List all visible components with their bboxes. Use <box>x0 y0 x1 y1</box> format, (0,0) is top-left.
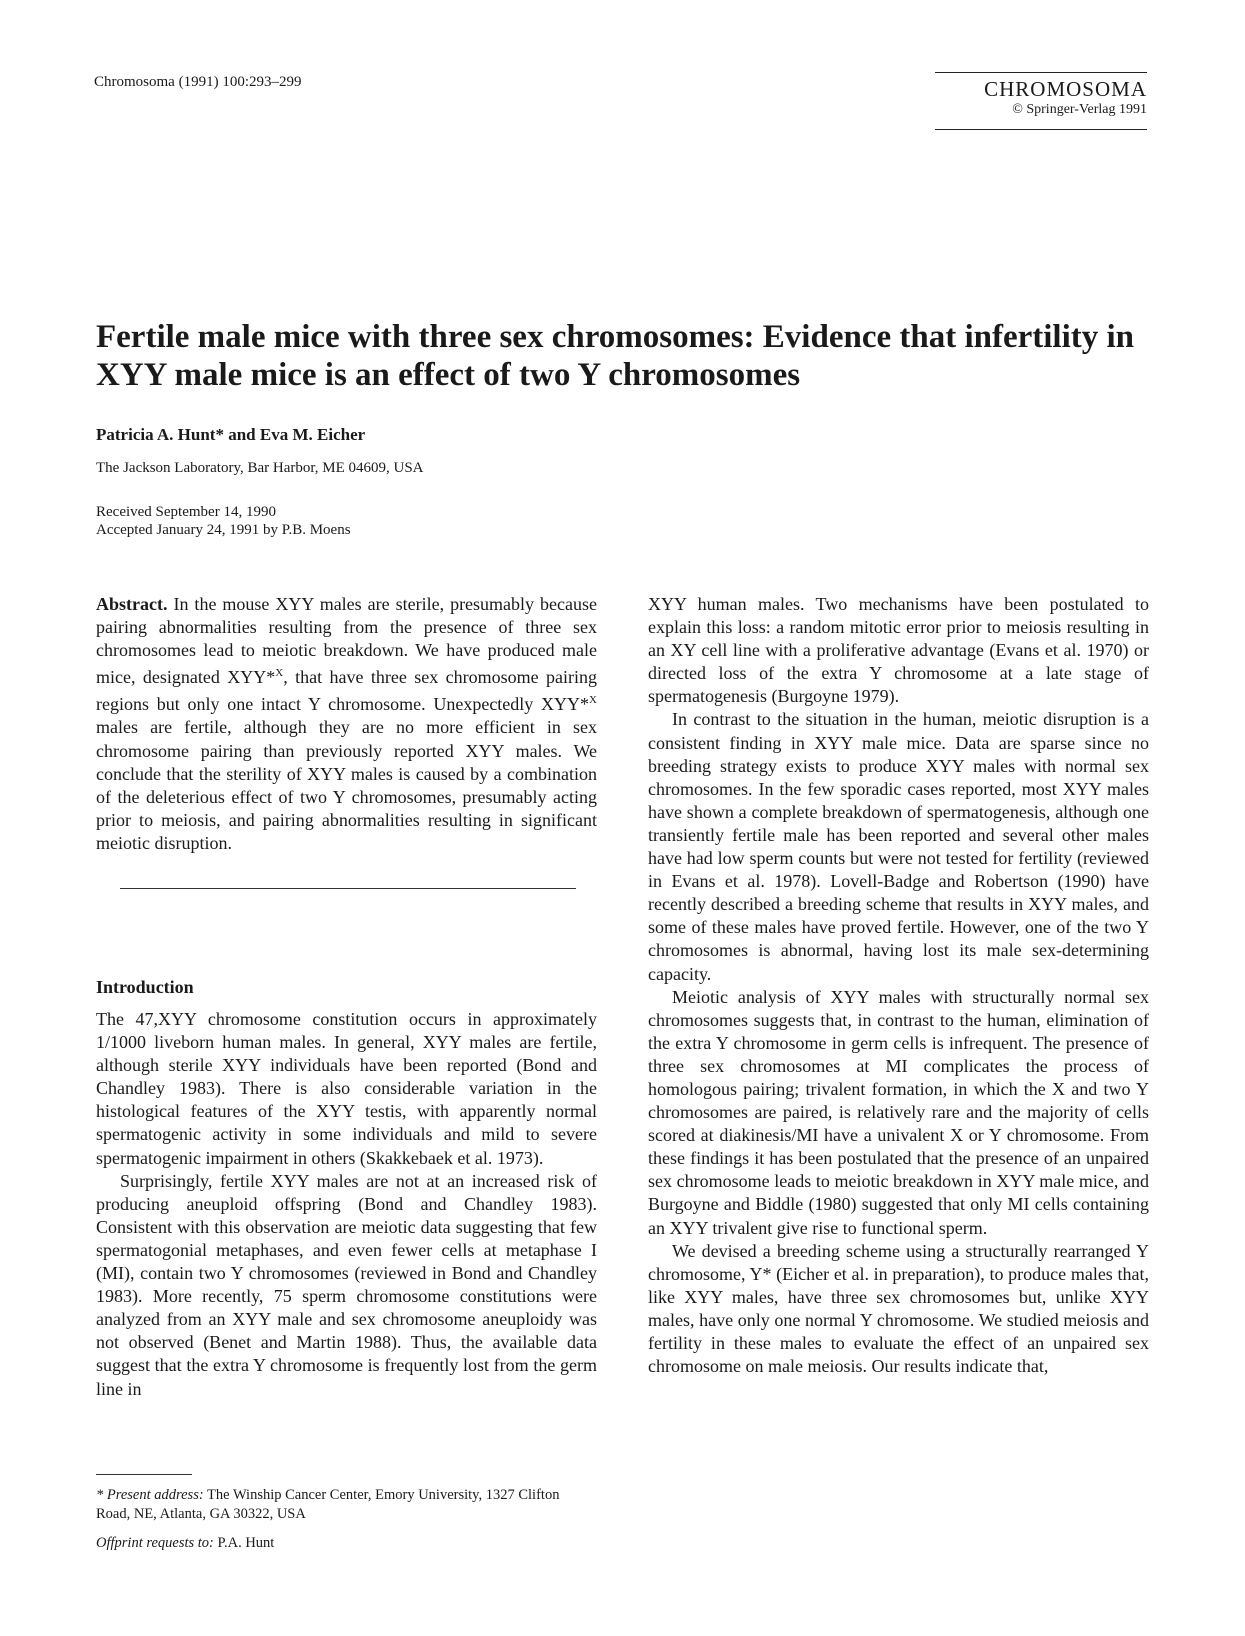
journal-masthead <box>935 72 1147 130</box>
paragraph: Meiotic analysis of XYY males with structurally normal sex chromosomes suggests that, in contrast to the human, elimination of the extra Y chromosome in germ cells is infrequent. The presence of three sex chromosomes at MI complicates the process of homologous pairing; trivalent formation, in which the X and two Y chromosomes are paired, is relatively rare and the majority of cells scored at diakinesis/MI have a univalent X or Y chromosome. From these findings it has been postulated that the presence of an unpaired sex chromosome leads to meiotic breakdown in XYY male mice, and Burgoyne and Biddle (1980) suggested that only MI cells containing an XYY trivalent give rise to functional sperm. <box>648 986 1149 1238</box>
footnote-divider <box>96 1474 192 1475</box>
accepted-date: Accepted January 24, 1991 by P.B. Moens <box>96 522 351 538</box>
introduction-body <box>96 1008 597 1401</box>
abstract-sup-2: X <box>589 694 597 707</box>
article-title: Fertile male mice with three sex chromosomes: Evidence that infertility in XYY male mice is an effect of two Y chromosomes <box>96 319 1135 393</box>
author-list: Patricia A. Hunt* and Eva M. Eicher <box>96 425 366 444</box>
affiliation: The Jackson Laboratory, Bar Harbor, ME 04609, USA <box>96 460 424 476</box>
abstract-text-1: In the mouse XYY males are sterile, presumably because pairing abnormalities resulting from the presence of three sex chromosomes lead to meiotic breakdown. We have produced male mice, designated XYY* <box>96 594 597 688</box>
introduction-heading: Introduction <box>96 977 194 997</box>
paragraph: We devised a breeding scheme using a structurally rearranged Y chromosome, Y* (Eicher et al. in preparation), to produce males that, like XYY males, have three sex chromosomes but, unlike XYY males, have only one normal Y chromosome. We studied meiosis and fertility in these males to evaluate the effect of an unpaired sex chromosome on male meiosis. Our results indicate that, <box>648 1240 1149 1377</box>
paragraph: XYY human males. Two mechanisms have been postulated to explain this loss: a random mitotic error prior to meiosis resulting in an XY cell line with a proliferative advantage (Evans et al. 1970) or directed loss of the extra Y chromosome at a late stage of spermatogenesis (Burgoyne 1979). <box>648 594 1149 707</box>
footnote-text: The Winship Cancer Center, Emory University, 1327 Clifton Road, NE, Atlanta, GA 30322, USA <box>96 1487 560 1522</box>
journal-name: CHROMOSOMA <box>984 77 1147 101</box>
received-date: Received September 14, 1990 <box>96 504 276 520</box>
offprint-text: P.A. Hunt <box>213 1535 275 1551</box>
abstract-text-2: , that have three sex chromosome pairing regions but only one intact Y chromosome. Unexpectedly XYY* <box>96 667 597 715</box>
footnote <box>96 1486 597 1524</box>
abstract-text-3: males are fertile, although they are no more efficient in sex chromosome pairing than previously reported XYY males. We conclude that the sterility of XYY males is caused by a combination of the deleterious effect of two Y chromosomes, presumably acting prior to meiosis, and pairing abnormalities resulting in significant meiotic disruption. <box>96 717 597 853</box>
offprint-requests <box>96 1535 274 1552</box>
abstract-divider <box>120 888 576 889</box>
abstract <box>96 593 597 855</box>
abstract-label: Abstract. <box>96 594 168 614</box>
copyright-notice: © Springer-Verlag 1991 <box>1012 102 1147 117</box>
right-column-body <box>648 593 1149 1378</box>
abstract-sup-1: X <box>275 667 284 680</box>
paragraph: The 47,XYY chromosome constitution occurs in approximately 1/1000 liveborn human males. In general, XYY males are fertile, although sterile XYY individuals have been reported (Bond and Chandley 1983). There is also considerable variation in the histological features of the XYY testis, with apparently normal spermatogenic activity in some individuals and mild to severe spermatogenic impairment in others (Skakkebaek et al. 1973). <box>96 1009 597 1168</box>
paragraph: Surprisingly, fertile XYY males are not at an increased risk of producing aneuploid offspring (Bond and Chandley 1983). Consistent with this observation are meiotic data suggesting that few spermatogonial metaphases, and even fewer cells at metaphase I (MI), contain two Y chromosomes (reviewed in Bond and Chandley 1983). More recently, 75 sperm chromosome constitutions were analyzed from an XYY male and sex chromosome aneuploidy was not observed (Benet and Martin 1988). Thus, the available data suggest that the extra Y chromosome is frequently lost from the germ line in <box>96 1170 597 1399</box>
citation-line: Chromosoma (1991) 100:293–299 <box>94 74 302 90</box>
footnote-label: * Present address: <box>96 1487 204 1503</box>
offprint-label: Offprint requests to: <box>96 1535 214 1551</box>
paragraph: In contrast to the situation in the human, meiotic disruption is a consistent finding in XYY male mice. Data are sparse since no breeding strategy exists to produce XYY males with normal sex chromosomes. In the few sporadic cases reported, most XYY males have shown a complete breakdown of spermatogenesis, although one transiently fertile male has been reported and several other males have had low sperm counts but were not tested for fertility (reviewed in Evans et al. 1978). Lovell-Badge and Robertson (1990) have recently described a breeding scheme that results in XYY males, and some of these males have proved fertile. However, one of the two Y chromosomes is abnormal, having lost its male sex-determining capacity. <box>648 709 1149 984</box>
submission-dates <box>96 503 351 539</box>
